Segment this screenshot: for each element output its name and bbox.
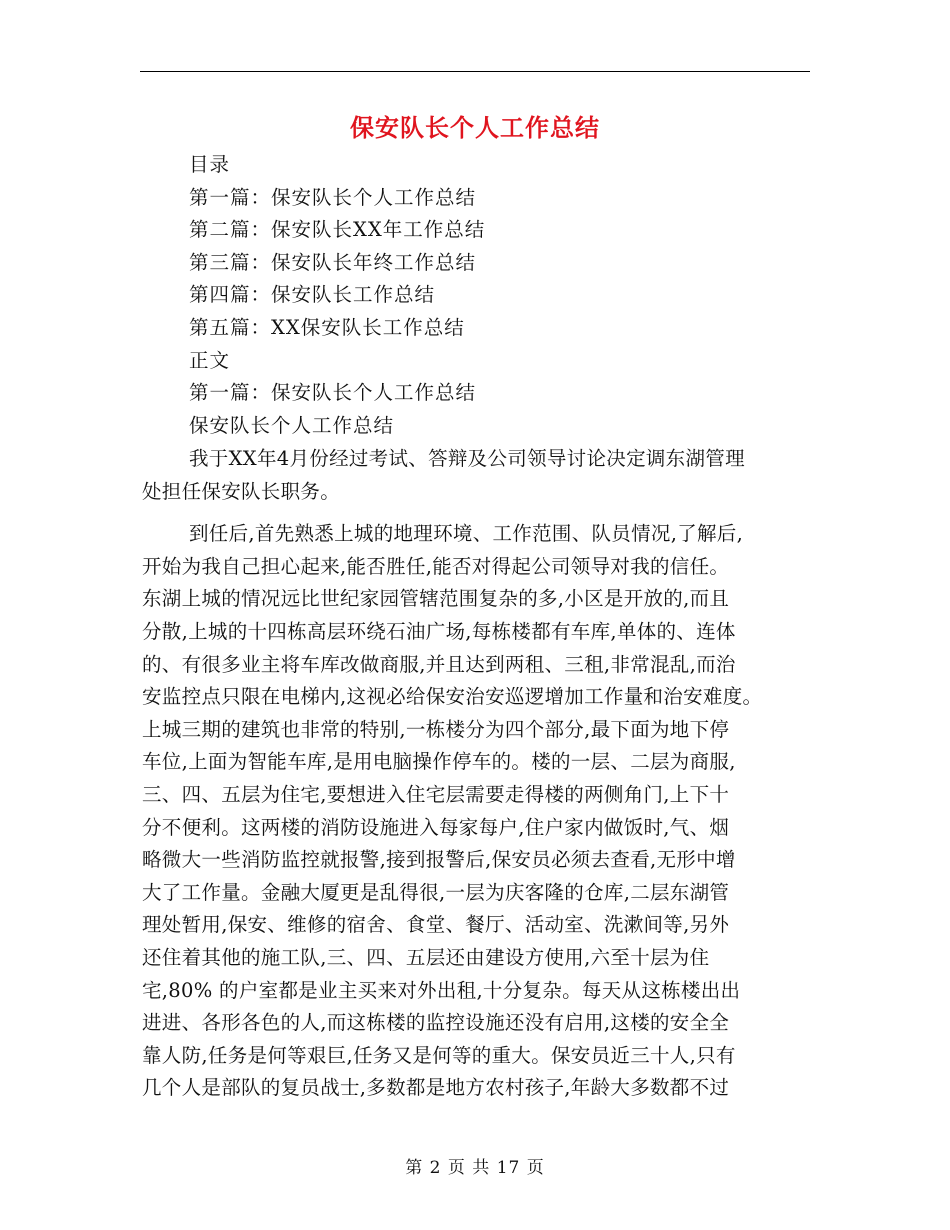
paragraph-line: 车位,上面为智能车库,是用电脑操作停车的。楼的一层、二层为商服, <box>142 750 736 774</box>
header-rule <box>140 71 810 72</box>
paragraph-line: 略微大一些消防监控就报警,接到报警后,保安员必须去查看,无形中增 <box>142 848 736 872</box>
toc-heading: 目录 <box>189 153 231 176</box>
paragraph-line: 安监控点只限在电梯内,这视必给保安治安巡逻增加工作量和治安难度。 <box>142 685 763 709</box>
paragraph-line: 宅,80% 的户室都是业主买来对外出租,十分复杂。每天从这栋楼出出 <box>142 978 741 1002</box>
section-heading: 第一篇：保安队长个人工作总结 <box>189 381 477 405</box>
paragraph-line: 靠人防,任务是何等艰巨,任务又是何等的重大。保安员近三十人,只有 <box>142 1043 736 1067</box>
paragraph-line: 进进、各形各色的人,而这栋楼的监控设施还没有启用,这楼的安全全 <box>142 1011 730 1035</box>
paragraph-line: 我于XX年4月份经过考试、答辩及公司领导讨论决定调东湖管理 <box>189 447 745 470</box>
section-title: 保安队长个人工作总结 <box>189 413 395 437</box>
paragraph-line: 三、四、五层为住宅,要想进入住宅层需要走得楼的两侧角门,上下十 <box>142 782 730 806</box>
paragraph-line: 东湖上城的情况远比世纪家园管辖范围复杂的多,小区是开放的,而且 <box>142 587 730 611</box>
paragraph-line: 开始为我自己担心起来,能否胜任,能否对得起公司领导对我的信任。 <box>142 554 730 578</box>
paragraph-line: 分散,上城的十四栋高层环绕石油广场,每栋楼都有车库,单体的、连体 <box>142 619 736 643</box>
document-body <box>142 443 812 1105</box>
paragraph-line: 分不便利。这两楼的消防设施进入每家每户,住户家内做饭时,气、烟 <box>142 815 730 839</box>
paragraph-line: 还住着其他的施工队,三、四、五层还由建设方使用,六至十层为住 <box>142 945 710 969</box>
paragraph-line: 几个人是部队的复员战士,多数都是地方农村孩子,年龄大多数都不过 <box>142 1076 730 1100</box>
document-title: 保安队长个人工作总结 <box>350 114 600 142</box>
paragraph-line: 到任后,首先熟悉上城的地理环境、工作范围、队员情况,了解后, <box>189 522 744 546</box>
table-of-contents <box>189 149 485 442</box>
toc-item-5: 第五篇：XX保安队长工作总结 <box>189 315 465 339</box>
toc-item-2: 第二篇：保安队长XX年工作总结 <box>189 218 486 242</box>
paragraph-line: 的、有很多业主将车库改做商服,并且达到两租、三租,非常混乱,而治 <box>142 652 736 676</box>
toc-item-1: 第一篇：保安队长个人工作总结 <box>189 185 477 209</box>
toc-item-4: 第四篇：保安队长工作总结 <box>189 283 436 307</box>
paragraph-gap <box>142 508 812 518</box>
paragraph-line: 处担任保安队长职务。 <box>142 479 341 503</box>
body-heading: 正文 <box>189 348 231 372</box>
paragraph-line: 理处暂用,保安、维修的宿舍、食堂、餐厅、活动室、洗漱间等,另外 <box>142 913 730 937</box>
paragraph-line: 上城三期的建筑也非常的特别,一栋楼分为四个部分,最下面为地下停 <box>142 717 730 741</box>
paragraph-line: 大了工作量。金融大厦更是乱得很,一层为庆客隆的仓库,二层东湖管 <box>142 880 730 904</box>
page-footer: 第 2 页 共 17 页 <box>405 1158 545 1178</box>
toc-item-3: 第三篇：保安队长年终工作总结 <box>189 250 477 274</box>
